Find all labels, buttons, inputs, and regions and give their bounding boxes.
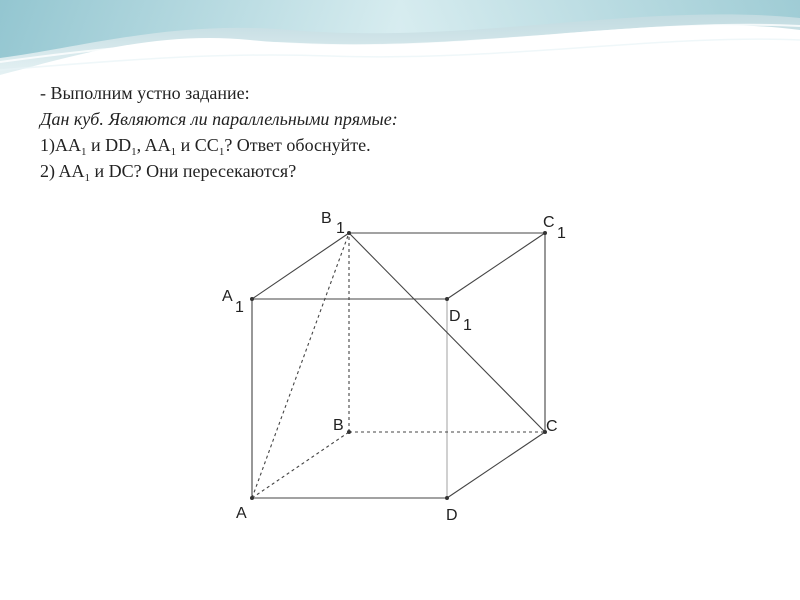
label-A1-sub: 1 xyxy=(235,299,244,316)
hidden-edge-A-B xyxy=(252,432,349,498)
label-C: C xyxy=(546,418,558,435)
label-D: D xyxy=(446,507,458,524)
vertex-C1 xyxy=(543,231,547,235)
task-intro: - Выполним устно задание: xyxy=(40,83,250,103)
hidden-diagonal-A-B1 xyxy=(252,233,349,498)
label-D1-sub: 1 xyxy=(463,317,472,334)
label-B1: B xyxy=(321,210,332,227)
vertex-B xyxy=(347,430,351,434)
q1-seg-cc: и CC xyxy=(176,135,219,155)
label-C1-sub: 1 xyxy=(557,225,566,242)
edge-A1-B1 xyxy=(252,233,349,299)
label-B: B xyxy=(333,417,344,434)
task-question: Дан куб. Являются ли параллельными прямые: xyxy=(40,109,398,129)
q1-sub: 1 xyxy=(170,146,177,158)
label-D1: D xyxy=(449,308,461,325)
q1-sub: 1 xyxy=(218,146,225,158)
q1-seg-aa: AA xyxy=(55,135,81,155)
edge-D-C xyxy=(447,432,545,498)
question-1-number: 1) xyxy=(40,135,55,155)
label-C1: C xyxy=(543,214,555,231)
label-A1: A xyxy=(222,288,233,305)
vertex-A1 xyxy=(250,297,254,301)
vertex-D xyxy=(445,496,449,500)
q2-seg-tail: и DC? Они пересекаются? xyxy=(90,161,297,181)
q2-seg-aa: AA xyxy=(58,161,85,181)
q2-sub: 1 xyxy=(84,172,91,184)
q1-seg-aa2: , AA xyxy=(136,135,171,155)
q1-seg-dd: и DD xyxy=(86,135,132,155)
q1-sub: 1 xyxy=(81,146,87,158)
question-2-number: 2) xyxy=(40,161,59,181)
edge-D1-C1 xyxy=(447,233,545,299)
vertex-D1 xyxy=(445,297,449,301)
label-A: A xyxy=(236,505,247,522)
vertex-B1 xyxy=(347,231,351,235)
q1-sub: 1 xyxy=(131,146,137,158)
vertex-A xyxy=(250,496,254,500)
q1-seg-tail: ? Ответ обоснуйте. xyxy=(224,135,371,155)
label-B1-sub: 1 xyxy=(336,220,345,237)
